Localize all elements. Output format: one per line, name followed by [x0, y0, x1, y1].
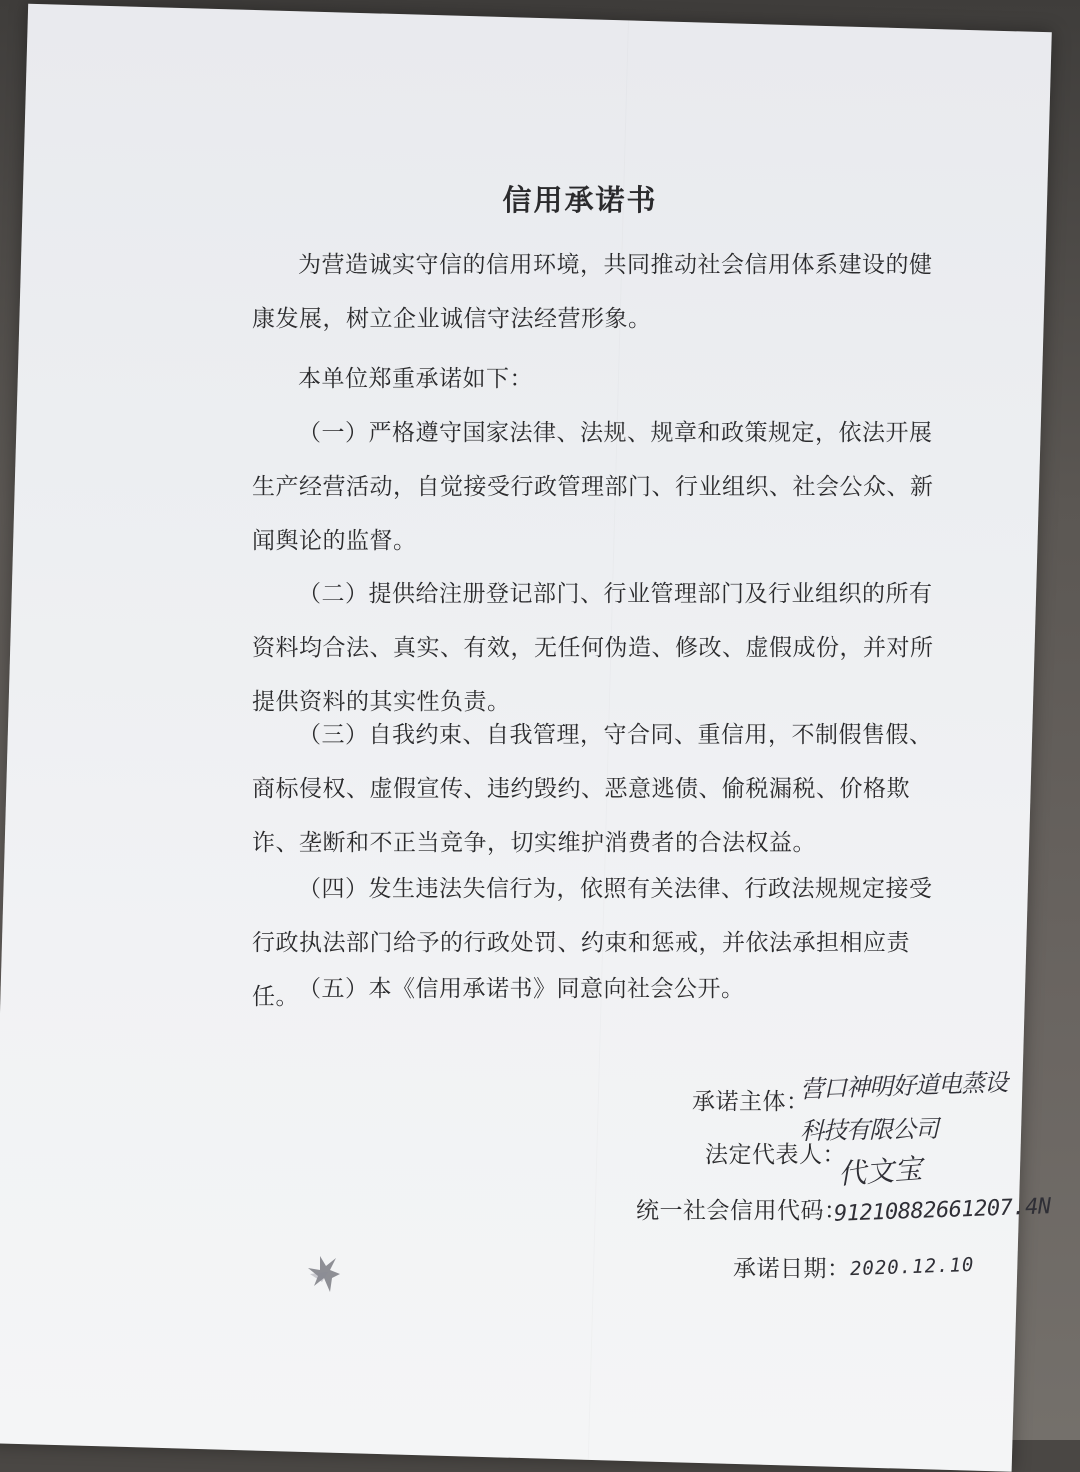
paragraph-intro: 为营造诚实守信的信用环境，共同推动社会信用体系建设的健康发展，树立企业诚信守法经营形象。 [252, 252, 933, 332]
representative-signature: 代文宝 [837, 1152, 924, 1191]
date-label: 承诺日期： [733, 1256, 851, 1282]
subject-handwriting-line2: 科技有限公司 [799, 1114, 939, 1146]
subject-handwriting-line1: 营口神明好道电蒸设 [799, 1068, 1008, 1104]
paragraph-item-2: （二）提供给注册登记部门、行业管理部门及行业组织的所有资料均合法、真实、有效，无任何伪造、修改、虚假成份，并对所提供资料的其实性负责。 [252, 581, 934, 715]
paragraph-item-1: （一）严格遵守国家法律、法规、规章和政策规定，依法开展生产经营活动，自觉接受行政管理部门、行业组织、社会公众、新闻舆论的监督。 [252, 420, 934, 554]
document-title: 信用承诺书 [502, 183, 658, 217]
date-handwriting: 2020.12.10 [849, 1253, 975, 1281]
paragraph-item-4: （四）发生违法失信行为，依照有关法律、行政法规规定接受行政执法部门给予的行政处罚、约束和惩戒，并依法承担相应责任。 [252, 876, 933, 1010]
representative-label: 法定代表人： [705, 1142, 846, 1168]
credit-code-label: 统一社会信用代码： [636, 1198, 848, 1224]
subject-label: 承诺主体： [692, 1089, 810, 1115]
credit-code-handwriting: 91210882661207.4N [833, 1194, 1052, 1227]
paragraph-item-5: （五）本《信用承诺书》同意向社会公开。 [298, 976, 745, 1002]
paragraph-item-3: （三）自我约束、自我管理，守合同、重信用，不制假售假、商标侵权、虚假宣传、违约毁约、恶意逃债、偷税漏税、价格欺诈、垄断和不正当竞争，切实维护消费者的合法权益。 [252, 722, 933, 856]
paragraph-commitment-lead: 本单位郑重承诺如下： [298, 366, 533, 392]
ink-smudge-icon [300, 1248, 350, 1298]
